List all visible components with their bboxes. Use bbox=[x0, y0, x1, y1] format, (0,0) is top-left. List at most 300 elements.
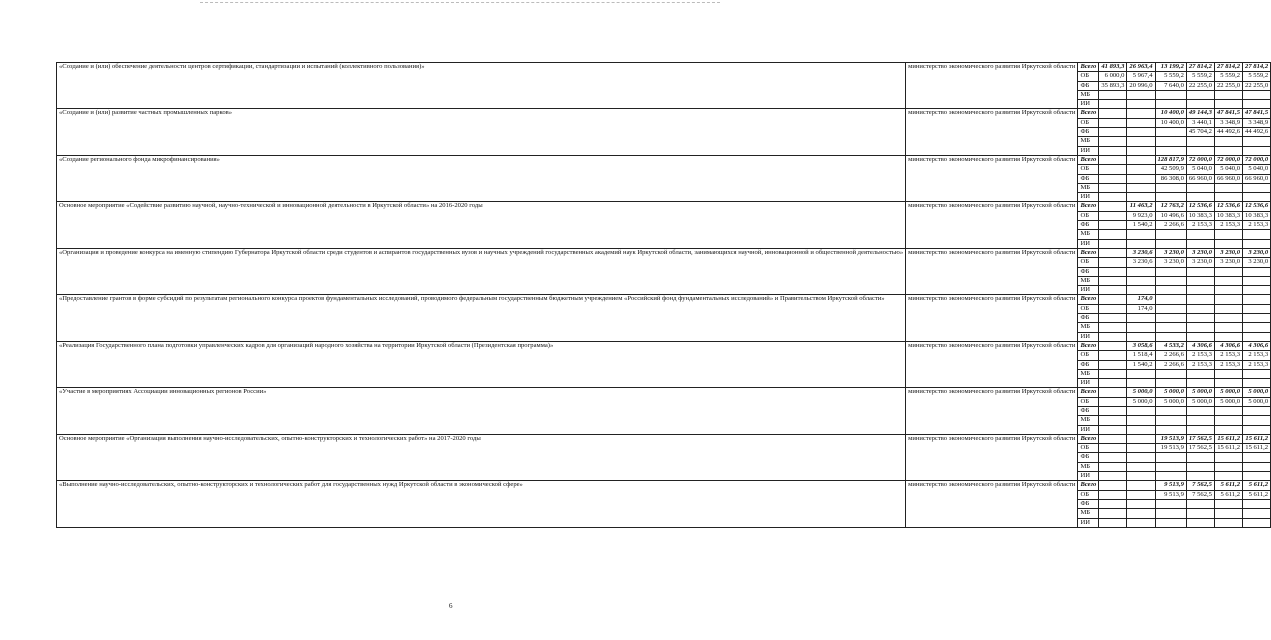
amount-cell: 5 040,0 bbox=[1214, 165, 1242, 174]
amount-cell bbox=[1155, 193, 1186, 202]
amount-cell: 47 841,5 bbox=[1243, 109, 1271, 118]
responsible-org-cell: министерство экономического развития Иркутской области bbox=[906, 481, 1078, 527]
amount-cell bbox=[1099, 462, 1127, 471]
amount-cell bbox=[1186, 295, 1214, 304]
amount-cell bbox=[1155, 416, 1186, 425]
activity-name-cell: «Реализация Государственного плана подготовки управленческих кадров для организаций народного хозяйства на территории Иркутской области (Президентская программа)» bbox=[57, 341, 906, 387]
amount-cell: 174,0 bbox=[1127, 295, 1155, 304]
amount-cell bbox=[1214, 193, 1242, 202]
amount-cell bbox=[1127, 509, 1155, 518]
amount-cell: 42 509,9 bbox=[1155, 165, 1186, 174]
amount-cell bbox=[1155, 369, 1186, 378]
amount-cell bbox=[1243, 518, 1271, 527]
amount-cell: 9 513,9 bbox=[1155, 490, 1186, 499]
amount-cell bbox=[1127, 453, 1155, 462]
amount-cell bbox=[1186, 416, 1214, 425]
funding-source-cell: ФБ bbox=[1078, 128, 1099, 137]
amount-cell: 5 040,0 bbox=[1243, 165, 1271, 174]
activity-name-cell: «Выполнение научно-исследовательских, опытно-конструкторских и технологических работ для государственных нужд Иркутской области в экономической сфере» bbox=[57, 481, 906, 527]
amount-cell bbox=[1099, 444, 1127, 453]
amount-cell bbox=[1155, 472, 1186, 481]
amount-cell: 49 144,3 bbox=[1186, 109, 1214, 118]
amount-cell bbox=[1243, 193, 1271, 202]
funding-source-cell: ФБ bbox=[1078, 360, 1099, 369]
amount-cell: 3 230,0 bbox=[1243, 258, 1271, 267]
funding-source-cell: ОБ bbox=[1078, 211, 1099, 220]
amount-cell: 10 400,0 bbox=[1155, 118, 1186, 127]
funding-source-cell: ОБ bbox=[1078, 397, 1099, 406]
amount-cell bbox=[1099, 248, 1127, 257]
amount-cell bbox=[1127, 434, 1155, 443]
amount-cell bbox=[1186, 314, 1214, 323]
amount-cell bbox=[1099, 304, 1127, 313]
funding-source-cell: ФБ bbox=[1078, 267, 1099, 276]
amount-cell bbox=[1099, 221, 1127, 230]
amount-cell bbox=[1214, 509, 1242, 518]
amount-cell bbox=[1186, 267, 1214, 276]
funding-source-cell: ИИ bbox=[1078, 193, 1099, 202]
funding-source-cell: ИИ bbox=[1078, 146, 1099, 155]
amount-cell: 17 562,5 bbox=[1186, 434, 1214, 443]
amount-cell: 22 255,0 bbox=[1243, 81, 1271, 90]
amount-cell bbox=[1243, 304, 1271, 313]
amount-cell: 5 000,0 bbox=[1155, 388, 1186, 397]
funding-source-cell: ИИ bbox=[1078, 379, 1099, 388]
amount-cell bbox=[1186, 90, 1214, 99]
amount-cell bbox=[1099, 360, 1127, 369]
amount-cell: 3 230,0 bbox=[1186, 258, 1214, 267]
amount-cell bbox=[1155, 332, 1186, 341]
responsible-org-cell: министерство экономического развития Иркутской области bbox=[906, 155, 1078, 201]
amount-cell bbox=[1099, 351, 1127, 360]
amount-cell bbox=[1127, 155, 1155, 164]
amount-cell: 3 230,6 bbox=[1127, 248, 1155, 257]
amount-cell: 5 000,0 bbox=[1186, 388, 1214, 397]
funding-source-cell: Всего bbox=[1078, 109, 1099, 118]
funding-source-cell: МБ bbox=[1078, 137, 1099, 146]
amount-cell bbox=[1099, 295, 1127, 304]
amount-cell: 2 153,3 bbox=[1186, 351, 1214, 360]
table-row bbox=[57, 155, 1271, 164]
amount-cell bbox=[1186, 472, 1214, 481]
amount-cell bbox=[1127, 230, 1155, 239]
amount-cell bbox=[1127, 416, 1155, 425]
amount-cell bbox=[1099, 472, 1127, 481]
table-row bbox=[57, 109, 1271, 118]
amount-cell bbox=[1186, 453, 1214, 462]
funding-source-cell: ОБ bbox=[1078, 304, 1099, 313]
amount-cell bbox=[1099, 258, 1127, 267]
amount-cell bbox=[1214, 90, 1242, 99]
table-row bbox=[57, 434, 1271, 443]
amount-cell bbox=[1099, 518, 1127, 527]
amount-cell: 5 000,0 bbox=[1243, 388, 1271, 397]
amount-cell: 5 000,0 bbox=[1155, 397, 1186, 406]
amount-cell bbox=[1099, 90, 1127, 99]
amount-cell bbox=[1127, 314, 1155, 323]
amount-cell: 5 000,0 bbox=[1186, 397, 1214, 406]
funding-source-cell: МБ bbox=[1078, 509, 1099, 518]
amount-cell: 72 000,0 bbox=[1214, 155, 1242, 164]
amount-cell: 9 513,9 bbox=[1155, 481, 1186, 490]
amount-cell: 1 540,2 bbox=[1127, 360, 1155, 369]
amount-cell bbox=[1099, 341, 1127, 350]
amount-cell: 1 518,4 bbox=[1127, 351, 1155, 360]
amount-cell bbox=[1214, 462, 1242, 471]
amount-cell bbox=[1127, 490, 1155, 499]
amount-cell: 4 306,6 bbox=[1214, 341, 1242, 350]
funding-source-cell: Всего bbox=[1078, 155, 1099, 164]
amount-cell bbox=[1186, 304, 1214, 313]
amount-cell bbox=[1127, 109, 1155, 118]
activity-name-cell: «Создание и (или) развитие частных промышленных парков» bbox=[57, 109, 906, 155]
amount-cell bbox=[1127, 118, 1155, 127]
amount-cell bbox=[1099, 165, 1127, 174]
amount-cell bbox=[1214, 286, 1242, 295]
amount-cell: 5 611,2 bbox=[1243, 490, 1271, 499]
activity-name-cell: Основное мероприятие «Организация выполнения научно-исследовательских, опытно-конструкторских и технологических работ» на 2017-2020 годы bbox=[57, 434, 906, 480]
amount-cell: 174,0 bbox=[1127, 304, 1155, 313]
amount-cell: 5 611,2 bbox=[1214, 481, 1242, 490]
amount-cell bbox=[1099, 267, 1127, 276]
amount-cell bbox=[1214, 100, 1242, 109]
amount-cell: 3 230,0 bbox=[1214, 248, 1242, 257]
amount-cell: 5 559,2 bbox=[1243, 72, 1271, 81]
page-top-edge bbox=[200, 2, 720, 3]
amount-cell: 15 611,2 bbox=[1243, 444, 1271, 453]
funding-source-cell: ОБ bbox=[1078, 165, 1099, 174]
amount-cell bbox=[1127, 425, 1155, 434]
amount-cell bbox=[1186, 323, 1214, 332]
amount-cell: 5 559,2 bbox=[1214, 72, 1242, 81]
amount-cell bbox=[1186, 425, 1214, 434]
amount-cell bbox=[1243, 286, 1271, 295]
amount-cell bbox=[1243, 267, 1271, 276]
amount-cell bbox=[1214, 146, 1242, 155]
amount-cell bbox=[1099, 183, 1127, 192]
funding-source-cell: ИИ bbox=[1078, 472, 1099, 481]
amount-cell: 5 000,0 bbox=[1214, 388, 1242, 397]
amount-cell bbox=[1214, 472, 1242, 481]
amount-cell bbox=[1186, 379, 1214, 388]
amount-cell bbox=[1099, 388, 1127, 397]
amount-cell: 2 153,3 bbox=[1186, 360, 1214, 369]
amount-cell: 10 383,3 bbox=[1243, 211, 1271, 220]
amount-cell bbox=[1243, 499, 1271, 508]
amount-cell bbox=[1243, 146, 1271, 155]
amount-cell: 66 960,0 bbox=[1186, 174, 1214, 183]
amount-cell bbox=[1099, 369, 1127, 378]
amount-cell bbox=[1214, 276, 1242, 285]
amount-cell bbox=[1214, 406, 1242, 415]
amount-cell: 128 817,9 bbox=[1155, 155, 1186, 164]
funding-source-cell: МБ bbox=[1078, 230, 1099, 239]
amount-cell bbox=[1127, 128, 1155, 137]
amount-cell bbox=[1155, 286, 1186, 295]
amount-cell bbox=[1127, 90, 1155, 99]
amount-cell: 3 348,9 bbox=[1243, 118, 1271, 127]
amount-cell bbox=[1243, 230, 1271, 239]
activity-name-cell: Основное мероприятие «Содействие развитию научной, научно-технической и инновационной деятельности в Иркутской области» на 2016-2020 годы bbox=[57, 202, 906, 248]
amount-cell: 2 153,3 bbox=[1214, 221, 1242, 230]
table-row bbox=[57, 202, 1271, 211]
amount-cell: 5 559,2 bbox=[1186, 72, 1214, 81]
funding-source-cell: ИИ bbox=[1078, 518, 1099, 527]
amount-cell bbox=[1186, 230, 1214, 239]
amount-cell: 2 153,3 bbox=[1186, 221, 1214, 230]
amount-cell: 15 611,2 bbox=[1243, 434, 1271, 443]
amount-cell bbox=[1099, 155, 1127, 164]
funding-source-cell: ФБ bbox=[1078, 453, 1099, 462]
amount-cell: 72 000,0 bbox=[1186, 155, 1214, 164]
amount-cell: 2 266,6 bbox=[1155, 221, 1186, 230]
funding-source-cell: МБ bbox=[1078, 416, 1099, 425]
amount-cell bbox=[1186, 369, 1214, 378]
amount-cell bbox=[1099, 286, 1127, 295]
amount-cell: 10 400,0 bbox=[1155, 109, 1186, 118]
amount-cell bbox=[1155, 183, 1186, 192]
amount-cell: 19 513,9 bbox=[1155, 444, 1186, 453]
amount-cell: 6 000,0 bbox=[1099, 72, 1127, 81]
amount-cell bbox=[1214, 416, 1242, 425]
amount-cell: 12 763,2 bbox=[1155, 202, 1186, 211]
amount-cell: 3 058,6 bbox=[1127, 341, 1155, 350]
funding-source-cell: МБ bbox=[1078, 183, 1099, 192]
amount-cell: 2 153,3 bbox=[1214, 360, 1242, 369]
amount-cell bbox=[1099, 314, 1127, 323]
amount-cell: 7 640,0 bbox=[1155, 81, 1186, 90]
funding-source-cell: ФБ bbox=[1078, 81, 1099, 90]
amount-cell bbox=[1186, 100, 1214, 109]
amount-cell: 86 308,0 bbox=[1155, 174, 1186, 183]
amount-cell bbox=[1186, 499, 1214, 508]
amount-cell bbox=[1243, 453, 1271, 462]
amount-cell bbox=[1099, 481, 1127, 490]
amount-cell bbox=[1155, 137, 1186, 146]
funding-source-cell: Всего bbox=[1078, 295, 1099, 304]
amount-cell: 66 960,0 bbox=[1214, 174, 1242, 183]
amount-cell bbox=[1214, 499, 1242, 508]
funding-source-cell: ОБ bbox=[1078, 72, 1099, 81]
amount-cell: 7 562,5 bbox=[1186, 481, 1214, 490]
amount-cell: 3 230,0 bbox=[1155, 248, 1186, 257]
amount-cell bbox=[1243, 239, 1271, 248]
amount-cell: 10 383,3 bbox=[1186, 211, 1214, 220]
amount-cell bbox=[1099, 509, 1127, 518]
amount-cell bbox=[1186, 193, 1214, 202]
amount-cell: 15 611,2 bbox=[1214, 444, 1242, 453]
amount-cell bbox=[1155, 462, 1186, 471]
funding-source-cell: ФБ bbox=[1078, 406, 1099, 415]
table-row bbox=[57, 388, 1271, 397]
amount-cell: 5 040,0 bbox=[1186, 165, 1214, 174]
activity-name-cell: «Предоставление грантов в форме субсидий по результатам регионального конкурса проектов фундаментальных исследований, проводимого федеральным государственным бюджетным учреждением «Российский фонд фундаментальных исследований» и Правительством Иркутской области» bbox=[57, 295, 906, 341]
amount-cell bbox=[1186, 462, 1214, 471]
amount-cell bbox=[1214, 230, 1242, 239]
amount-cell bbox=[1155, 239, 1186, 248]
funding-source-cell: Всего bbox=[1078, 434, 1099, 443]
funding-source-cell: ОБ bbox=[1078, 490, 1099, 499]
amount-cell bbox=[1243, 295, 1271, 304]
amount-cell bbox=[1186, 239, 1214, 248]
funding-source-cell: МБ bbox=[1078, 462, 1099, 471]
amount-cell bbox=[1155, 425, 1186, 434]
amount-cell bbox=[1155, 453, 1186, 462]
amount-cell bbox=[1127, 444, 1155, 453]
budget-table-sheet bbox=[56, 62, 1271, 528]
amount-cell bbox=[1099, 434, 1127, 443]
amount-cell bbox=[1155, 406, 1186, 415]
amount-cell: 13 199,2 bbox=[1155, 63, 1186, 72]
amount-cell bbox=[1127, 100, 1155, 109]
amount-cell: 17 562,5 bbox=[1186, 444, 1214, 453]
amount-cell bbox=[1186, 518, 1214, 527]
responsible-org-cell: министерство экономического развития Иркутской области bbox=[906, 295, 1078, 341]
amount-cell bbox=[1155, 295, 1186, 304]
amount-cell: 4 306,6 bbox=[1186, 341, 1214, 350]
amount-cell bbox=[1127, 239, 1155, 248]
amount-cell: 3 230,0 bbox=[1243, 248, 1271, 257]
amount-cell: 11 463,2 bbox=[1127, 202, 1155, 211]
amount-cell bbox=[1214, 425, 1242, 434]
amount-cell bbox=[1243, 90, 1271, 99]
amount-cell bbox=[1127, 499, 1155, 508]
amount-cell bbox=[1099, 406, 1127, 415]
amount-cell bbox=[1127, 183, 1155, 192]
funding-source-cell: ФБ bbox=[1078, 314, 1099, 323]
amount-cell: 27 814,2 bbox=[1243, 63, 1271, 72]
amount-cell: 10 383,3 bbox=[1214, 211, 1242, 220]
amount-cell bbox=[1186, 276, 1214, 285]
amount-cell bbox=[1099, 137, 1127, 146]
responsible-org-cell: министерство экономического развития Иркутской области bbox=[906, 248, 1078, 294]
amount-cell: 5 000,0 bbox=[1127, 388, 1155, 397]
amount-cell: 10 496,6 bbox=[1155, 211, 1186, 220]
funding-source-cell: Всего bbox=[1078, 481, 1099, 490]
amount-cell: 27 814,2 bbox=[1214, 63, 1242, 72]
amount-cell bbox=[1186, 183, 1214, 192]
funding-table bbox=[56, 62, 1271, 528]
amount-cell: 66 960,0 bbox=[1243, 174, 1271, 183]
amount-cell bbox=[1127, 137, 1155, 146]
table-row bbox=[57, 481, 1271, 490]
activity-name-cell: «Организация и проведение конкурса на именную стипендию Губернатора Иркутской области среди студентов и аспирантов государственных вузов и научных учреждений государственных академий наук Иркутской области, занимающихся научной, инновационной и общественной деятельностью» bbox=[57, 248, 906, 294]
funding-source-cell: ОБ bbox=[1078, 351, 1099, 360]
funding-source-cell: Всего bbox=[1078, 388, 1099, 397]
amount-cell bbox=[1214, 518, 1242, 527]
amount-cell bbox=[1243, 314, 1271, 323]
page-number: 6 bbox=[449, 602, 453, 610]
amount-cell bbox=[1099, 379, 1127, 388]
amount-cell: 26 963,4 bbox=[1127, 63, 1155, 72]
amount-cell bbox=[1186, 286, 1214, 295]
amount-cell: 5 000,0 bbox=[1127, 397, 1155, 406]
responsible-org-cell: министерство экономического развития Иркутской области bbox=[906, 109, 1078, 155]
funding-source-cell: ФБ bbox=[1078, 499, 1099, 508]
funding-source-cell: ИИ bbox=[1078, 425, 1099, 434]
amount-cell bbox=[1186, 332, 1214, 341]
amount-cell bbox=[1214, 304, 1242, 313]
amount-cell bbox=[1127, 462, 1155, 471]
amount-cell bbox=[1214, 137, 1242, 146]
activity-name-cell: «Создание и (или) обеспечение деятельности центров сертификации, стандартизации и испытаний (коллективного пользования)» bbox=[57, 63, 906, 109]
amount-cell bbox=[1099, 276, 1127, 285]
amount-cell bbox=[1099, 146, 1127, 155]
funding-source-cell: МБ bbox=[1078, 369, 1099, 378]
amount-cell: 47 841,5 bbox=[1214, 109, 1242, 118]
amount-cell bbox=[1155, 518, 1186, 527]
funding-source-cell: МБ bbox=[1078, 90, 1099, 99]
amount-cell bbox=[1155, 499, 1186, 508]
amount-cell: 2 153,3 bbox=[1243, 351, 1271, 360]
responsible-org-cell: министерство экономического развития Иркутской области bbox=[906, 63, 1078, 109]
amount-cell bbox=[1099, 109, 1127, 118]
amount-cell bbox=[1099, 453, 1127, 462]
amount-cell: 22 255,0 bbox=[1214, 81, 1242, 90]
amount-cell: 2 153,3 bbox=[1243, 221, 1271, 230]
amount-cell bbox=[1243, 462, 1271, 471]
amount-cell: 27 814,2 bbox=[1186, 63, 1214, 72]
amount-cell bbox=[1099, 397, 1127, 406]
amount-cell bbox=[1214, 332, 1242, 341]
amount-cell bbox=[1214, 295, 1242, 304]
amount-cell: 72 000,0 bbox=[1243, 155, 1271, 164]
amount-cell bbox=[1127, 193, 1155, 202]
table-row bbox=[57, 63, 1271, 72]
amount-cell bbox=[1127, 276, 1155, 285]
amount-cell: 44 492,6 bbox=[1214, 128, 1242, 137]
amount-cell bbox=[1099, 174, 1127, 183]
amount-cell bbox=[1127, 165, 1155, 174]
funding-source-cell: Всего bbox=[1078, 202, 1099, 211]
amount-cell bbox=[1099, 202, 1127, 211]
amount-cell bbox=[1099, 425, 1127, 434]
responsible-org-cell: министерство экономического развития Иркутской области bbox=[906, 388, 1078, 434]
amount-cell: 35 893,3 bbox=[1099, 81, 1127, 90]
amount-cell: 5 000,0 bbox=[1243, 397, 1271, 406]
amount-cell bbox=[1155, 128, 1186, 137]
amount-cell bbox=[1214, 369, 1242, 378]
amount-cell: 5 611,2 bbox=[1214, 490, 1242, 499]
funding-source-cell: ОБ bbox=[1078, 258, 1099, 267]
amount-cell bbox=[1186, 509, 1214, 518]
amount-cell bbox=[1214, 314, 1242, 323]
amount-cell bbox=[1099, 323, 1127, 332]
amount-cell bbox=[1243, 509, 1271, 518]
amount-cell bbox=[1214, 453, 1242, 462]
amount-cell bbox=[1127, 174, 1155, 183]
amount-cell bbox=[1099, 490, 1127, 499]
amount-cell bbox=[1214, 323, 1242, 332]
amount-cell bbox=[1243, 137, 1271, 146]
amount-cell: 2 153,3 bbox=[1214, 351, 1242, 360]
amount-cell: 5 559,2 bbox=[1155, 72, 1186, 81]
activity-name-cell: «Участие в мероприятиях Ассоциации инновационных регионов России» bbox=[57, 388, 906, 434]
amount-cell bbox=[1127, 286, 1155, 295]
table-row bbox=[57, 248, 1271, 257]
amount-cell: 3 230,0 bbox=[1214, 258, 1242, 267]
amount-cell bbox=[1243, 323, 1271, 332]
amount-cell: 3 230,0 bbox=[1155, 258, 1186, 267]
amount-cell bbox=[1127, 369, 1155, 378]
funding-source-cell: Всего bbox=[1078, 248, 1099, 257]
amount-cell bbox=[1243, 369, 1271, 378]
amount-cell bbox=[1127, 406, 1155, 415]
amount-cell bbox=[1243, 406, 1271, 415]
amount-cell bbox=[1127, 472, 1155, 481]
amount-cell bbox=[1214, 183, 1242, 192]
amount-cell bbox=[1127, 518, 1155, 527]
